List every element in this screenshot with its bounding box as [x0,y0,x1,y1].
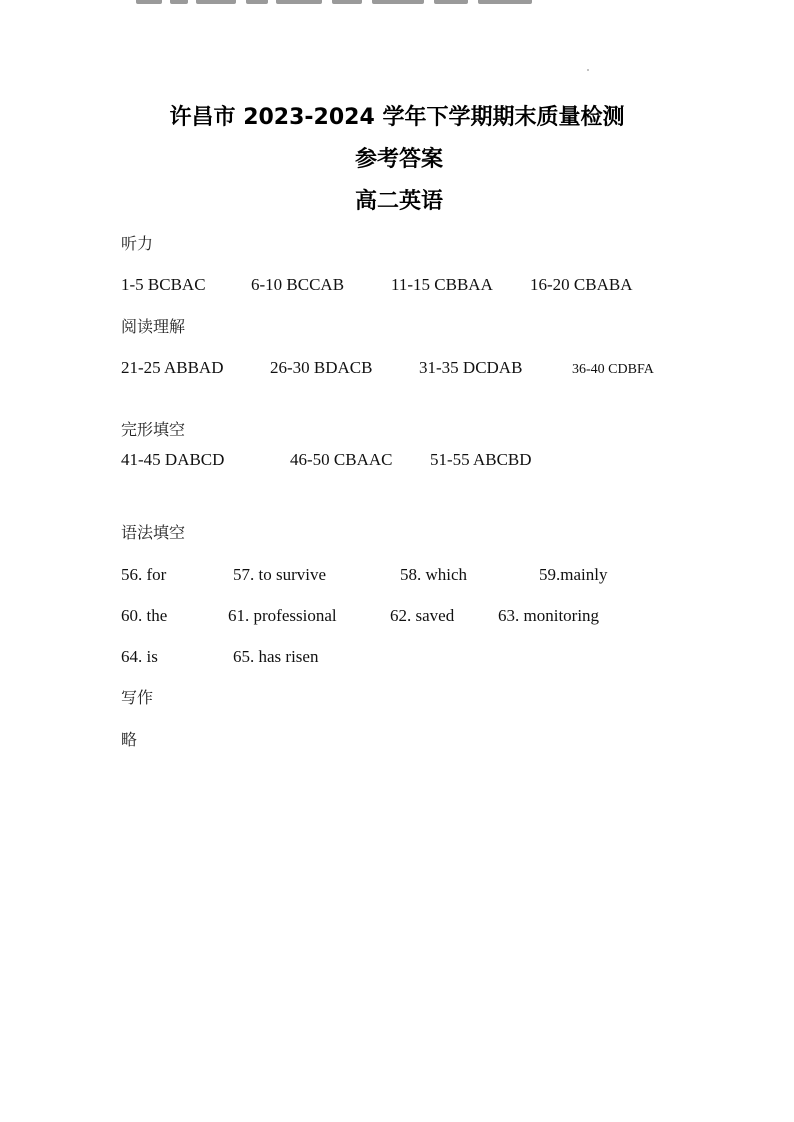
answer-group: 41-45 DABCD [121,450,225,469]
answer-item: 59.mainly [539,565,608,584]
answer-group: 26-30 BDACB [270,358,373,377]
answer-item: 56. for [121,565,167,584]
writing-content: 略 [121,730,138,749]
answer-group: 36-40 CDBFA [572,362,654,377]
answer-item: 58. which [400,565,468,584]
answer-group: 1-5 BCBAC [121,275,206,294]
answer-group: 16-20 CBABA [530,275,633,294]
document-subtitle: 参考答案 [354,147,443,172]
answer-item: 62. saved [390,606,455,625]
answer-group: 21-25 ABBAD [121,358,224,377]
answer-group: 51-55 ABCBD [430,450,532,469]
section-heading-reading: 阅读理解 [121,317,186,336]
answer-item: 64. is [121,647,158,666]
answer-item: 63. monitoring [498,606,600,625]
answer-group: 31-35 DCDAB [419,358,523,377]
scan-artifact-top [136,0,536,6]
section-heading-cloze: 完形填空 [121,420,186,439]
section-heading-listening: 听力 [121,234,154,253]
answer-group: 46-50 CBAAC [290,450,393,469]
section-heading-writing: 写作 [121,688,154,707]
document-subject: 高二英语 [354,189,443,214]
answer-group: 11-15 CBBAA [391,275,493,294]
document-title: 许昌市 2023-2024 学年下学期期末质量检测 [169,105,625,130]
scan-speck [587,69,589,71]
answer-item: 61. professional [228,606,337,625]
answer-item: 60. the [121,606,168,625]
answer-group: 6-10 BCCAB [251,275,345,294]
section-heading-grammar: 语法填空 [121,523,186,542]
answer-item: 57. to survive [233,565,327,584]
answer-item: 65. has risen [233,647,319,666]
